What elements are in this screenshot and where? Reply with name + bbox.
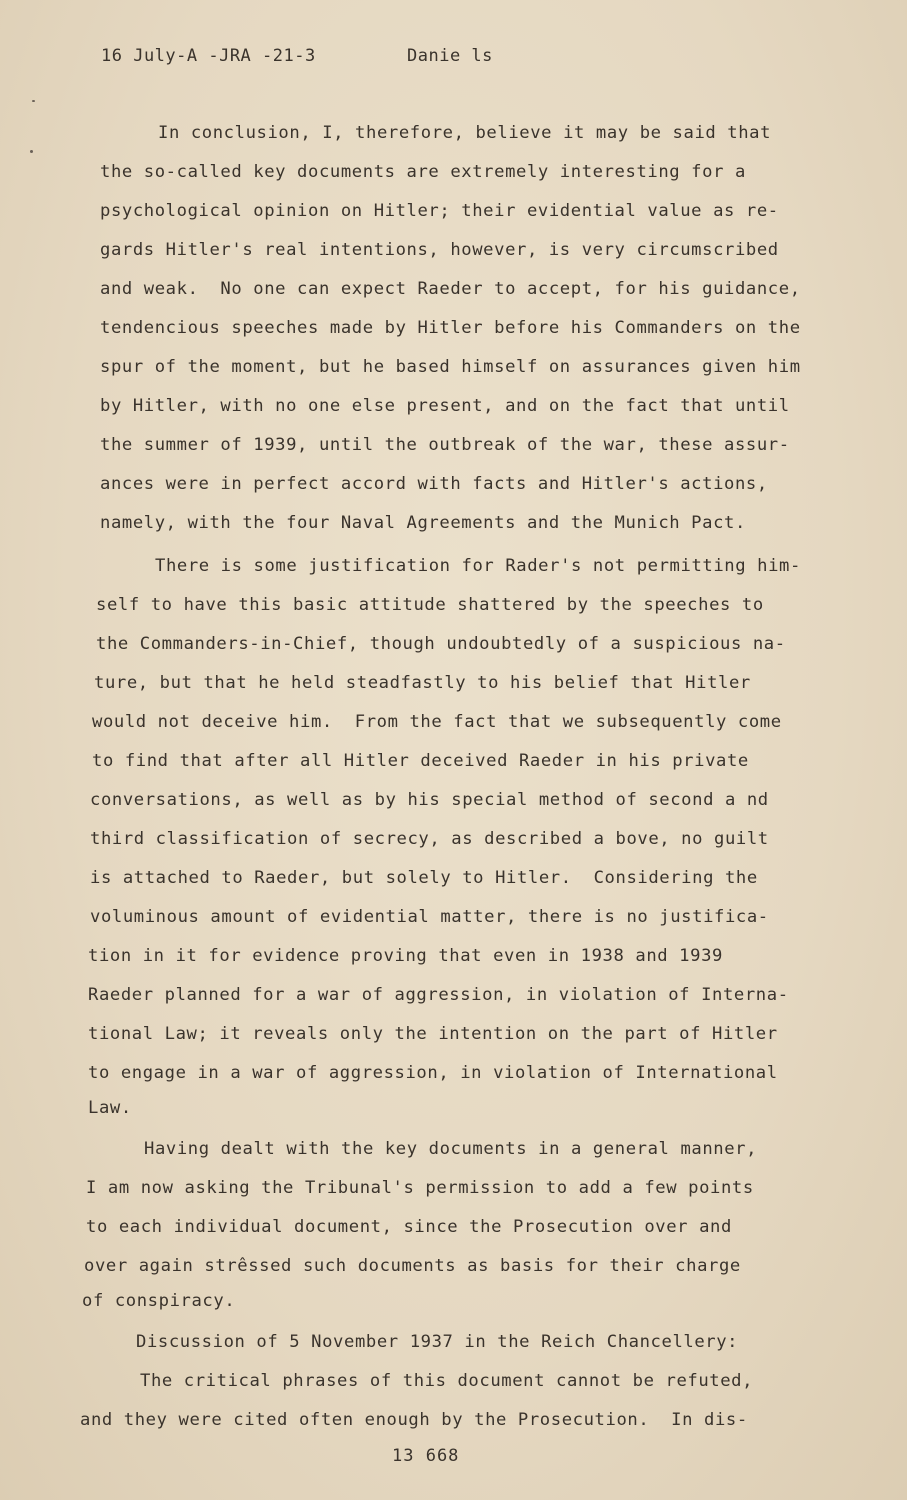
text-line: tional Law; it reveals only the intention on the part of Hitler xyxy=(88,1024,778,1044)
text-line: ances were in perfect accord with facts and Hitler's actions, xyxy=(100,474,768,494)
text-line: gards Hitler's real intentions, however, is very circumscribed xyxy=(100,240,779,260)
text-line: The critical phrases of this document cannot be refuted, xyxy=(140,1371,754,1391)
ink-mark xyxy=(32,100,35,102)
text-line: Having dealt with the key documents in a general manner, xyxy=(144,1139,758,1159)
author-name: Danie ls xyxy=(407,46,493,66)
text-line: Law. xyxy=(88,1098,132,1118)
text-line: is attached to Raeder, but solely to Hitler. Considering the xyxy=(90,868,758,888)
text-line: ture, but that he held steadfastly to his belief that Hitler xyxy=(94,673,751,693)
text-line: psychological opinion on Hitler; their evidential value as re- xyxy=(100,201,779,221)
text-line: spur of the moment, but he based himself on assurances given him xyxy=(100,357,801,377)
text-line: In conclusion, I, therefore, believe it may be said that xyxy=(158,123,772,143)
text-line: self to have this basic attitude shattered by the speeches to xyxy=(96,595,764,615)
text-line: the summer of 1939, until the outbreak of the war, these assur- xyxy=(100,435,790,455)
text-line: tion in it for evidence proving that even in 1938 and 1939 xyxy=(88,946,723,966)
text-line: by Hitler, with no one else present, and on the fact that until xyxy=(100,396,790,416)
text-line: voluminous amount of evidential matter, there is no justifica- xyxy=(90,907,769,927)
text-line: would not deceive him. From the fact that we subsequently come xyxy=(92,712,782,732)
text-line: and weak. No one can expect Raeder to accept, for his guidance, xyxy=(100,279,801,299)
text-line: and they were cited often enough by the Prosecution. In dis- xyxy=(80,1410,748,1430)
text-line: namely, with the four Naval Agreements and the Munich Pact. xyxy=(100,513,746,533)
text-line: to engage in a war of aggression, in violation of International xyxy=(88,1063,778,1083)
page-number: 13 668 xyxy=(392,1446,460,1466)
text-line: the Commanders-in-Chief, though undoubtedly of a suspicious na- xyxy=(96,634,786,654)
text-line: the so-called key documents are extremely interesting for a xyxy=(100,162,746,182)
section-heading: Discussion of 5 November 1937 in the Reich Chancellery: xyxy=(136,1332,739,1352)
text-line: There is some justification for Rader's not permitting him- xyxy=(155,556,801,576)
page-header xyxy=(101,46,493,66)
text-line: over again strêssed such documents as basis for their charge xyxy=(84,1256,741,1276)
text-line: Raeder planned for a war of aggression, in violation of Interna- xyxy=(88,985,789,1005)
text-line: third classification of secrecy, as described a bove, no guilt xyxy=(90,829,769,849)
document-reference: 16 July-A -JRA -21-3 xyxy=(101,46,316,66)
text-line: conversations, as well as by his special method of second a nd xyxy=(90,790,769,810)
text-line: to each individual document, since the Prosecution over and xyxy=(86,1217,732,1237)
text-line: I am now asking the Tribunal's permission to add a few points xyxy=(86,1178,754,1198)
ink-mark xyxy=(30,150,33,153)
text-line: tendencious speeches made by Hitler before his Commanders on the xyxy=(100,318,801,338)
text-line: to find that after all Hitler deceived Raeder in his private xyxy=(92,751,749,771)
text-line: of conspiracy. xyxy=(82,1291,236,1311)
